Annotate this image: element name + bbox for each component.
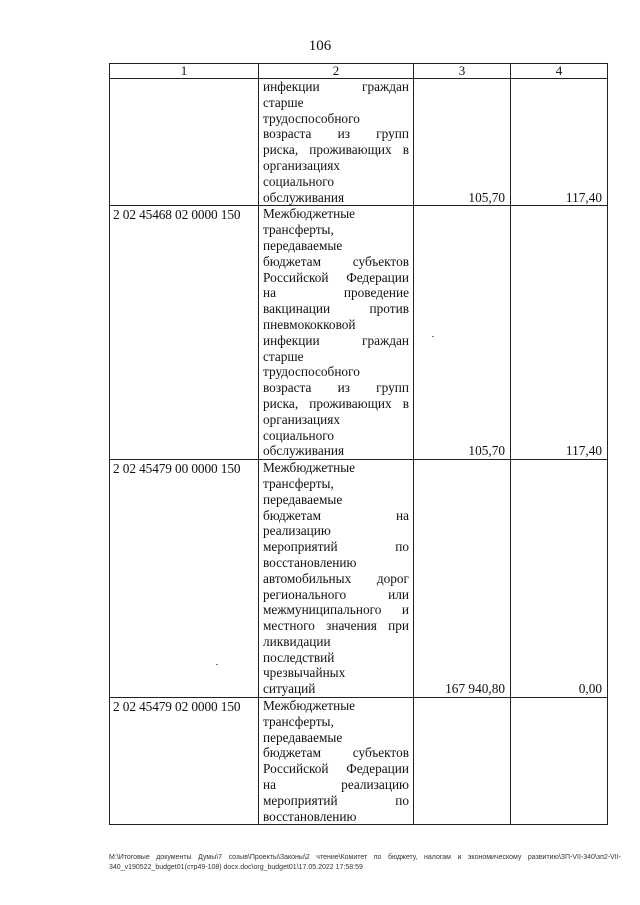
description-line: трудоспособного [263, 110, 360, 126]
description-line: риска, проживающих в [263, 395, 409, 411]
column-number-1: 1 [110, 64, 259, 79]
column-number-4: 4 [511, 64, 608, 79]
table-row [110, 79, 608, 206]
column-number-3: 3 [414, 64, 511, 79]
budget-table [109, 63, 608, 825]
description-line: ситуаций [263, 681, 316, 697]
column-number-row [110, 64, 608, 79]
file-path-line-1: M:\Итоговые документы Думы\7 созыв\Проекты\Законы\2 чтение\Комитет по бюджету, налогам и экономическому развитию\ЗП-VII-340\зп2-VII- [109, 854, 621, 861]
amount-column-4: 117,40 [511, 206, 608, 460]
description-line: передаваемые [263, 491, 343, 507]
scan-speck [216, 664, 218, 665]
description-line: бюджетам субъектов [263, 253, 409, 269]
description-line: старше [263, 348, 304, 364]
description-line: реализацию [263, 523, 331, 539]
description-line: трансферты, [263, 222, 334, 238]
description-line: вакцинации против [263, 301, 409, 317]
description-line: возраста из групп [263, 126, 409, 142]
file-path-footer [109, 853, 621, 873]
description-line: пневмококковой [263, 316, 356, 332]
amount-column-3: 105,70 [414, 206, 511, 460]
amount-column-3 [414, 698, 511, 825]
description-line: Российской Федерации [263, 761, 409, 777]
amount-column-4: 0,00 [511, 460, 608, 698]
column-number-2: 2 [259, 64, 414, 79]
description-line: возраста из групп [263, 380, 409, 396]
amount-column-4: 117,40 [511, 79, 608, 206]
budget-code-cell: 2 02 45468 02 0000 150 [110, 206, 259, 460]
description-cell [259, 460, 414, 698]
description-line: обслуживания [263, 189, 345, 205]
budget-code-cell: 2 02 45479 02 0000 150 [110, 698, 259, 825]
description-line: трансферты, [263, 713, 334, 729]
description-line: организациях [263, 157, 341, 173]
description-line: ликвидации [263, 633, 331, 649]
description-line: социального [263, 173, 335, 189]
description-line: регионального или [263, 586, 409, 602]
amount-column-3: 105,70 [414, 79, 511, 206]
description-line: на реализацию [263, 777, 409, 793]
description-line: мероприятий по [263, 792, 409, 808]
amount-column-3: 167 940,80 [414, 460, 511, 698]
description-line: инфекции граждан [263, 79, 409, 94]
budget-code-cell [110, 79, 259, 206]
budget-table-body [110, 64, 608, 825]
budget-code-cell: 2 02 45479 00 0000 150 [110, 460, 259, 698]
amount-column-4 [511, 698, 608, 825]
description-line: бюджетам на [263, 507, 409, 523]
description-line: социального [263, 427, 335, 443]
description-line: старше [263, 94, 304, 110]
table-row [110, 698, 608, 825]
page-number: 106 [308, 38, 332, 54]
description-line: трансферты, [263, 475, 334, 491]
description-line: чрезвычайных [263, 665, 346, 681]
description-line: Межбюджетные [263, 460, 356, 476]
description-line: последствий [263, 649, 335, 665]
description-line: организациях [263, 411, 341, 427]
description-line: мероприятий по [263, 539, 409, 555]
description-line: местного значения при [263, 618, 409, 634]
description-line: автомобильных дорог [263, 570, 409, 586]
scan-speck [432, 336, 434, 337]
description-line: Российской Федерации [263, 269, 409, 285]
description-line: обслуживания [263, 443, 345, 459]
description-line: Межбюджетные [263, 698, 356, 714]
description-cell [259, 79, 414, 206]
description-line: передаваемые [263, 729, 343, 745]
description-line: инфекции граждан [263, 332, 409, 348]
description-line: на проведение [263, 285, 409, 301]
description-line: риска, проживающих в [263, 142, 409, 158]
table-row [110, 460, 608, 698]
description-line: Межбюджетные [263, 206, 356, 222]
description-line: трудоспособного [263, 364, 360, 380]
description-cell [259, 698, 414, 825]
description-line: бюджетам субъектов [263, 745, 409, 761]
description-cell [259, 206, 414, 460]
table-row [110, 206, 608, 460]
description-line: восстановлению [263, 554, 357, 570]
description-line: восстановлению [263, 808, 357, 824]
description-line: межмуниципального и [263, 602, 409, 618]
description-line: передаваемые [263, 237, 343, 253]
file-path-line-2: 340_v190522_budget01(стр49-108) docx.doc\org_budget01\17.05.2022 17:58:59 [109, 864, 363, 871]
